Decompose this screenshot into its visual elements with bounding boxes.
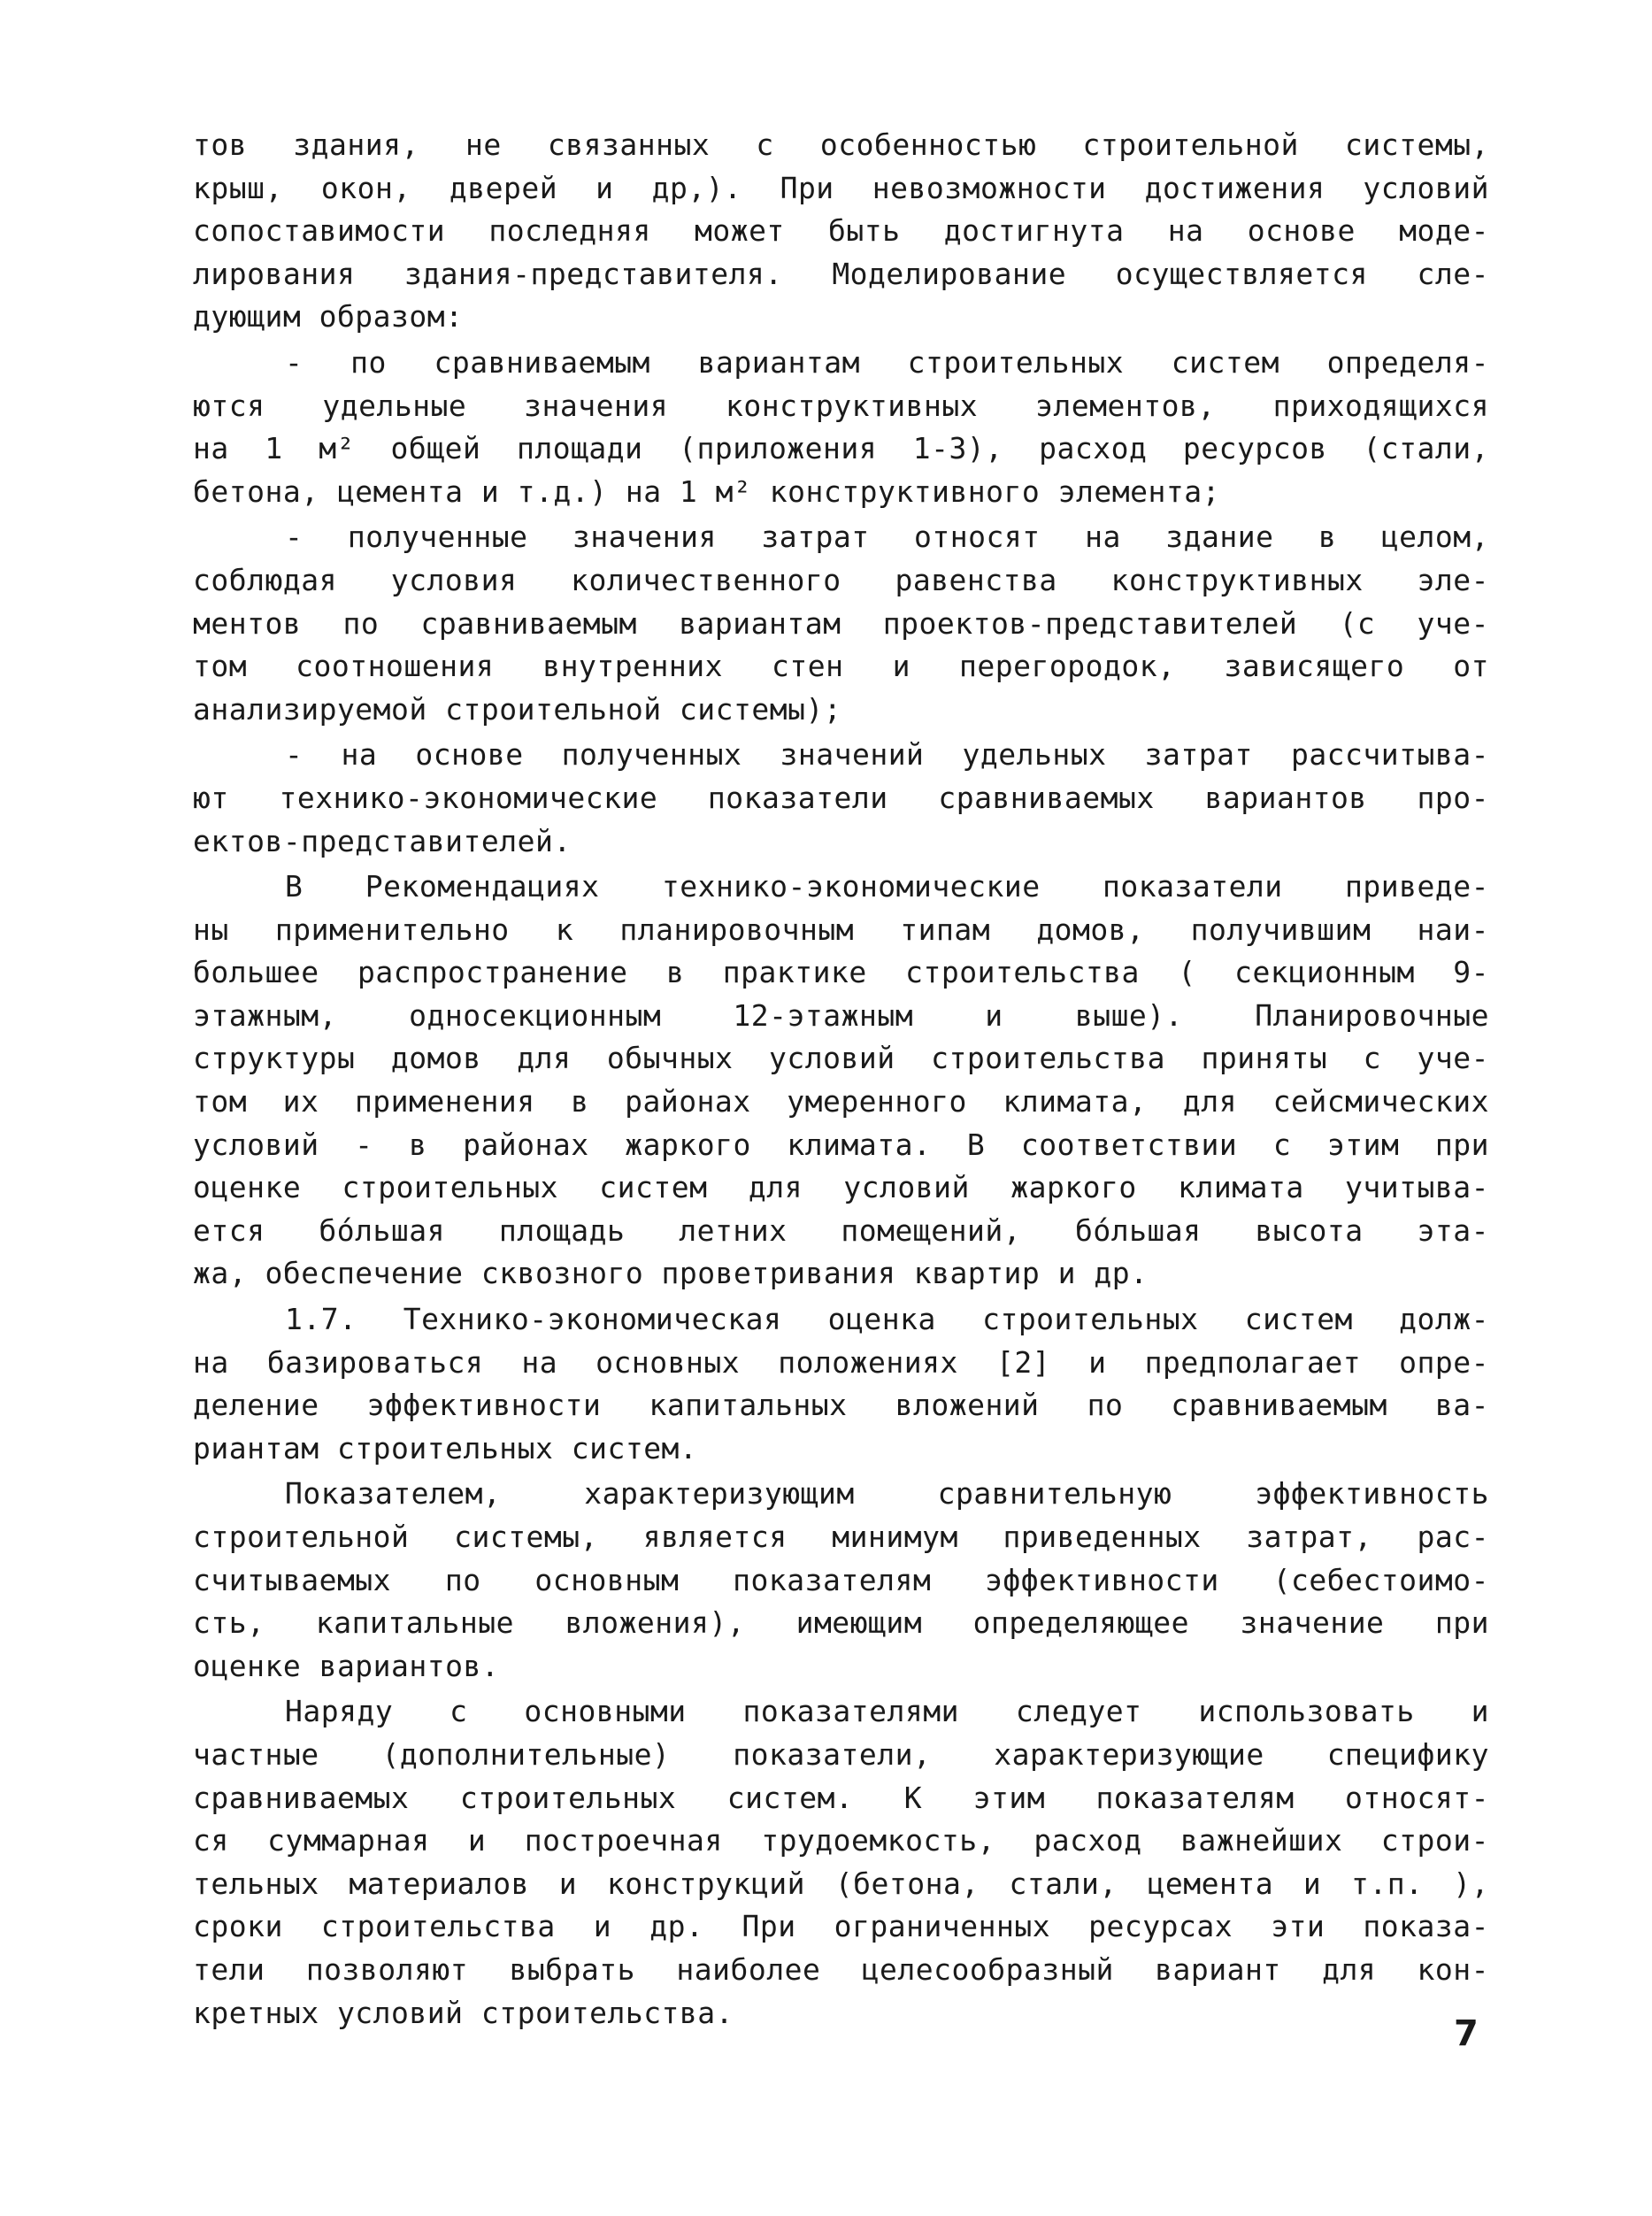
text-line: риантам строительных систем. [193, 1430, 698, 1466]
text-line: ются удельные значения конструктивных элементов, приходящихся [193, 388, 1489, 423]
text-line: сопоставимости последняя может быть достигнута на основе моде- [193, 213, 1489, 249]
text-line: Показателем, характеризующим сравнительную эффективность [285, 1476, 1489, 1512]
text-line: том их применения в районах умеренного климата, для сейсмических [193, 1084, 1489, 1120]
text-line: дующим образом: [193, 299, 464, 335]
text-line: лирования здания-представителя. Моделирование осуществляется сле- [193, 256, 1489, 291]
text-line: том соотношения внутренних стен и перегородок, зависящего от [193, 649, 1489, 684]
text-line: сравниваемых строительных систем. К этим показателям относят- [193, 1780, 1489, 1815]
text-line: этажным, односекционным 12-этажным и выше). Планировочные [193, 997, 1489, 1033]
text-line: ментов по сравниваемым вариантам проектов-представителей (с уче- [193, 605, 1489, 641]
text-line: В Рекомендациях технико-экономические показатели приведе- [285, 869, 1489, 904]
text-line: бетона, цемента и т.д.) на 1 м² конструктивного элемента; [193, 473, 1220, 509]
text-line: тельных материалов и конструкций (бетона, стали, цемента и т.п. ), [193, 1866, 1489, 1901]
text-line: 1.7. Технико-экономическая оценка строительных систем долж- [285, 1302, 1489, 1337]
text-line: тели позволяют выбрать наиболее целесообразный вариант для кон- [193, 1951, 1489, 1987]
text-line: жа, обеспечение сквозного проветривания квартир и др. [193, 1256, 1149, 1291]
text-line: Наряду с основными показателями следует использовать и [285, 1694, 1489, 1729]
body-text [193, 124, 1489, 2035]
text-line: считываемых по основным показателям эффективности (себестоимо- [193, 1562, 1489, 1597]
text-line: анализируемой строительной системы); [193, 691, 842, 727]
text-line: оценке вариантов. [193, 1648, 500, 1683]
text-line: частные (дополнительные) показатели, характеризующие специфику [193, 1736, 1489, 1772]
text-line: сроки строительства и др. При ограниченных ресурсах эти показа- [193, 1909, 1489, 1944]
text-line: ется бóльшая площадь летних помещений, бóльшая высота эта- [193, 1212, 1489, 1248]
text-line: деление эффективности капитальных вложений по сравниваемым ва- [193, 1388, 1489, 1423]
text-line: на базироваться на основных положениях [2] и предполагает опре- [193, 1344, 1489, 1380]
text-line: ся суммарная и построечная трудоемкость, расход важнейших строи- [193, 1823, 1489, 1858]
text-line: - полученные значения затрат относят на здание в целом, [285, 519, 1489, 555]
text-line: кретных условий строительства. [193, 1995, 734, 2030]
text-line: - по сравниваемым вариантам строительных систем определя- [285, 344, 1489, 380]
text-line: ны применительно к планировочным типам домов, получившим наи- [193, 912, 1489, 947]
text-line: условий - в районах жаркого климата. В соответствии с этим при [193, 1127, 1489, 1162]
text-line: - на основе полученных значений удельных затрат рассчитыва- [285, 737, 1489, 773]
text-line: ют технико-экономические показатели сравниваемых вариантов про- [193, 780, 1489, 815]
text-line: крыш, окон, дверей и др,). При невозможности достижения условий [193, 170, 1489, 205]
text-line: строительной системы, является минимум приведенных затрат, рас- [193, 1520, 1489, 1554]
text-line: большее распространение в практике строительства ( секционным 9- [193, 955, 1489, 990]
text-line: структуры домов для обычных условий строительства приняты с уче- [193, 1041, 1489, 1076]
page-number: 7 [1454, 2013, 1479, 2054]
text-line: соблюдая условия количественного равенства конструктивных эле- [193, 562, 1489, 597]
text-line: тов здания, не связанных с особенностью строительной системы, [193, 127, 1489, 162]
text-line: на 1 м² общей площади (приложения 1-3), расход ресурсов (стали, [193, 431, 1489, 466]
text-line: ектов-представителей. [193, 823, 572, 858]
text-line: сть, капитальные вложения), имеющим определяющее значение при [193, 1605, 1489, 1641]
text-line: оценке строительных систем для условий жаркого климата учитыва- [193, 1170, 1489, 1205]
